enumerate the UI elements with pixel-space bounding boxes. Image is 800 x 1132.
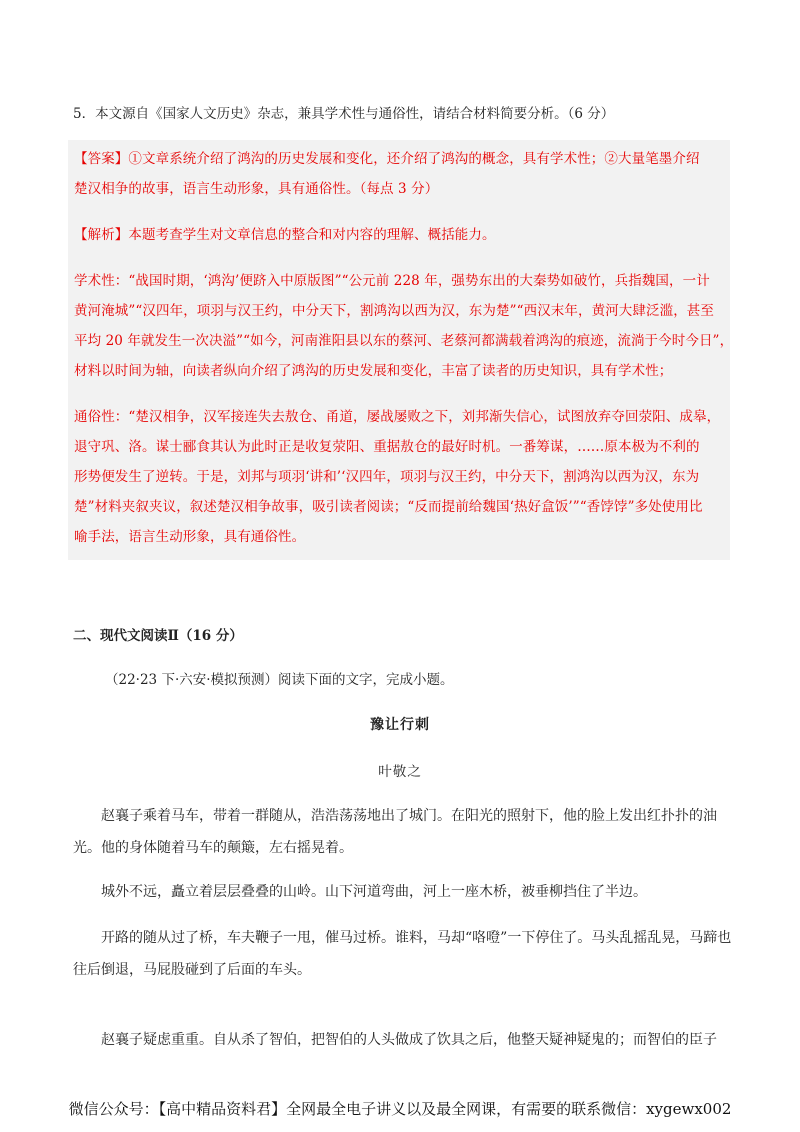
story-line: 往后倒退，马屁股碰到了后面的车头。 xyxy=(73,962,311,978)
story-line: 城外不远，矗立着层层叠叠的山岭。山下河道弯曲，河上一座木桥，被垂柳挡住了半边。 xyxy=(101,884,647,900)
popular-line: 楚”材料夹叙夹议，叙述楚汉相争故事，吸引读者阅读；“反而提前给魏国‘热好盒饭’”“香饽饽”多处使用比 xyxy=(74,499,703,515)
story-title: 豫让行刺 xyxy=(370,717,430,733)
answer-paragraph xyxy=(74,144,728,204)
question-5: 5．本文源自《国家人文历史》杂志，兼具学术性与通俗性，请结合材料简要分析。（6 分） xyxy=(73,106,615,122)
story-paragraph-3 xyxy=(73,922,733,986)
popular-line: 喻手法，语言生动形象，具有通俗性。 xyxy=(74,529,306,545)
story-line: 赵襄子乘着马车，带着一群随从，浩浩荡荡地出了城门。在阳光的照射下，他的脸上发出红扑扑的油 xyxy=(101,808,717,824)
answer-line: 楚汉相争的故事，语言生动形象，具有通俗性。（每点 3 分） xyxy=(74,181,439,197)
popular-line: 形势便发生了逆转。于是，刘邦与项羽‘讲和’‘汉四年，项羽与汉王约，中分天下，割鸿沟以西为汉，东为 xyxy=(74,469,700,485)
footer-watermark: 微信公众号：【高中精品资料君】全网最全电子讲义以及最全网课，有需要的联系微信：xygewx002 xyxy=(68,1100,732,1118)
answer-analysis-box xyxy=(68,140,734,560)
story-line: 赵襄子疑虑重重。自从杀了智伯，把智伯的人头做成了饮具之后，他整天疑神疑鬼的；而智伯的臣子 xyxy=(101,1032,717,1048)
academic-line: 学术性：“战国时期，‘鸿沟’便跻入中原版图”“公元前 228 年，强势东出的大秦势如破竹，兵指魏国，一计 xyxy=(74,273,710,289)
popular-paragraph xyxy=(74,402,728,552)
story-paragraph-1 xyxy=(73,800,733,864)
story-paragraph-4 xyxy=(73,1024,733,1056)
academic-line: 黄河淹城”“汉四年，项羽与汉王约，中分天下，割鸿沟以西为汉，东为楚”“西汉末年，黄河大肆泛滥，甚至 xyxy=(74,303,715,319)
academic-paragraph xyxy=(74,266,734,386)
popular-line: 退守巩、洛。谋士郦食其认为此时正是收复荥阳、重据敖仓的最好时机。一番筹谋，……原本极为不利的 xyxy=(74,439,700,455)
story-line: 开路的随从过了桥，车夫鞭子一甩，催马过桥。谁料，马却“咯噔”一下停住了。马头乱摇乱晃，马蹄也 xyxy=(101,930,732,946)
analysis-paragraph xyxy=(74,220,728,250)
story-line: 光。他的身体随着马车的颠簸，左右摇晃着。 xyxy=(73,840,353,856)
story-paragraph-2 xyxy=(73,876,733,908)
answer-line: 【答案】①文章系统介绍了鸿沟的历史发展和变化，还介绍了鸿沟的概念，具有学术性；②大量笔墨介绍 xyxy=(74,151,700,167)
section-title: 二、现代文阅读Ⅱ（16 分） xyxy=(73,628,243,644)
academic-line: 平均 20 年就发生一次决溢”“如今，河南淮阳县以东的蔡河、老蔡河都满载着鸿沟的痕迹，流淌于今时今日”， xyxy=(74,333,734,349)
academic-line: 材料以时间为轴，向读者纵向介绍了鸿沟的历史发展和变化，丰富了读者的历史知识，具有学术性； xyxy=(74,363,673,379)
popular-line: 通俗性：“楚汉相争，汉军接连失去敖仓、甬道，屡战屡败之下，刘邦渐失信心，试图放弃夺回荥阳、成皋， xyxy=(74,409,721,425)
analysis-line: 【解析】本题考查学生对文章信息的整合和对内容的理解、概括能力。 xyxy=(74,227,496,243)
story-author: 叶敬之 xyxy=(378,764,422,780)
section-intro: （22·23 下·六安·模拟预测）阅读下面的文字，完成小题。 xyxy=(105,672,454,688)
